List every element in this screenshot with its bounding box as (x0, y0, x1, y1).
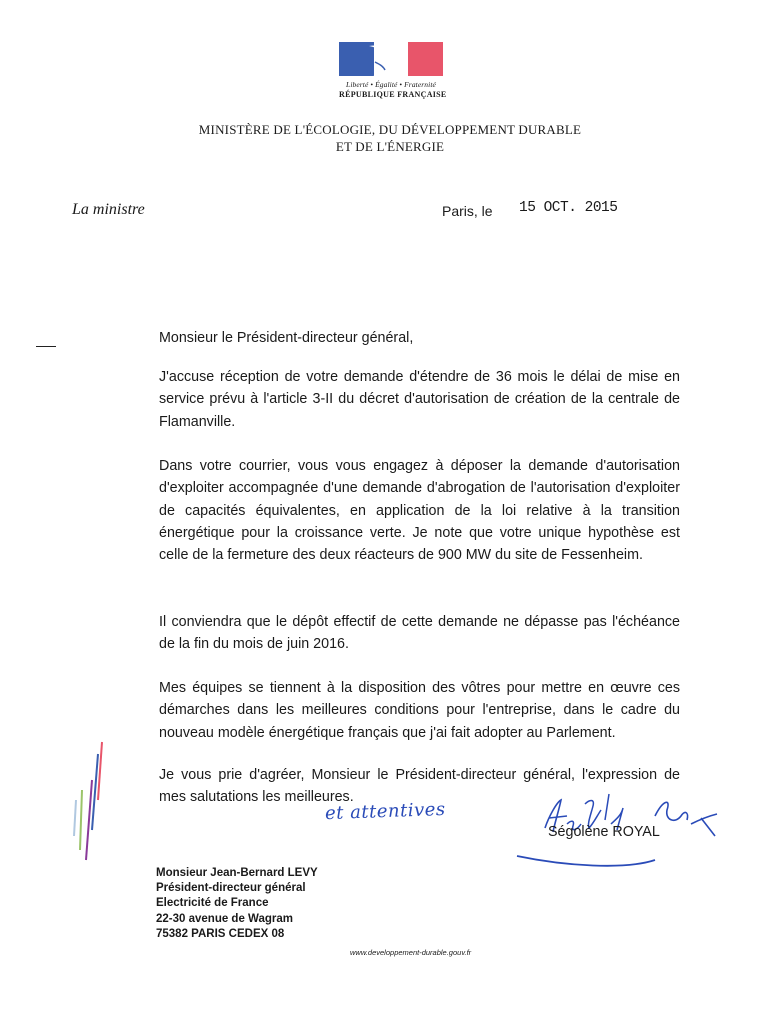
marianne-profile-icon (339, 42, 443, 76)
place-label: Paris, le (442, 203, 493, 219)
republique-francaise-logo (339, 42, 447, 99)
closing-paragraph: Je vous prie d'agréer, Monsieur le Président-directeur général, l'expression de mes salutations les meilleures. (159, 767, 680, 806)
ministry-line-1: MINISTÈRE DE L'ÉCOLOGIE, DU DÉVELOPPEMENT DURABLE (198, 122, 582, 137)
salutation: Monsieur le Président-directeur général, (159, 330, 414, 346)
paragraph-3: Il conviendra que le dépôt effectif de cette demande ne dépasse pas l'échéance de la fin du mois de juin 2016. (159, 614, 680, 653)
republic-name: RÉPUBLIQUE FRANÇAISE (339, 90, 447, 99)
paragraph-4: Mes équipes se tiennent à la disposition des vôtres pour mettre en œuvre ces démarches dans les meilleures conditions pour l'entreprise, dans le cadre du nouveau modèle énergétique français que j'ai fait adopter au Parlement. (159, 680, 680, 741)
recipient-address (156, 866, 318, 942)
recipient-line: Président-directeur général (156, 882, 306, 895)
recipient-line: Monsieur Jean-Bernard LEVY (156, 867, 318, 879)
ministry-name (130, 121, 650, 155)
recipient-line: 75382 PARIS CEDEX 08 (156, 927, 285, 940)
margin-fold-mark (36, 346, 56, 347)
sender-title: La ministre (72, 201, 145, 218)
recipient-line: 22-30 avenue de Wagram (156, 912, 293, 925)
decorative-stripes-icon (62, 740, 112, 870)
ministry-line-2: ET DE L'ÉNERGIE (335, 139, 445, 154)
paragraph-2: Dans votre courrier, vous vous engagez à déposer la demande d'autorisation d'exploiter accompagnée d'une demande d'abrogation de l'autorisation d'exploiter de capacités équivalentes, en application de la loi relative à la transition énergétique pour la croissance verte. Je note que votre unique hypothèse est celle de la fermeture des deux réacteurs de 900 MW du site de Fessenheim. (159, 458, 680, 564)
footer-website: www.developpement-durable.gouv.fr (350, 948, 472, 957)
recipient-line: Electricité de France (156, 897, 269, 910)
republic-motto: Liberté • Égalité • Fraternité (346, 80, 436, 89)
marianne-flag-icon (339, 42, 443, 76)
paragraph-1: J'accuse réception de votre demande d'étendre de 36 mois le délai de mise en service prévu à l'article 3-II du décret d'autorisation de création de la centrale de Flamanville. (159, 369, 680, 430)
signer-name: Ségolène ROYAL (548, 824, 660, 840)
handwritten-addition: et attentives (324, 798, 446, 825)
date-stamp: 15 OCT. 2015 (519, 200, 618, 216)
